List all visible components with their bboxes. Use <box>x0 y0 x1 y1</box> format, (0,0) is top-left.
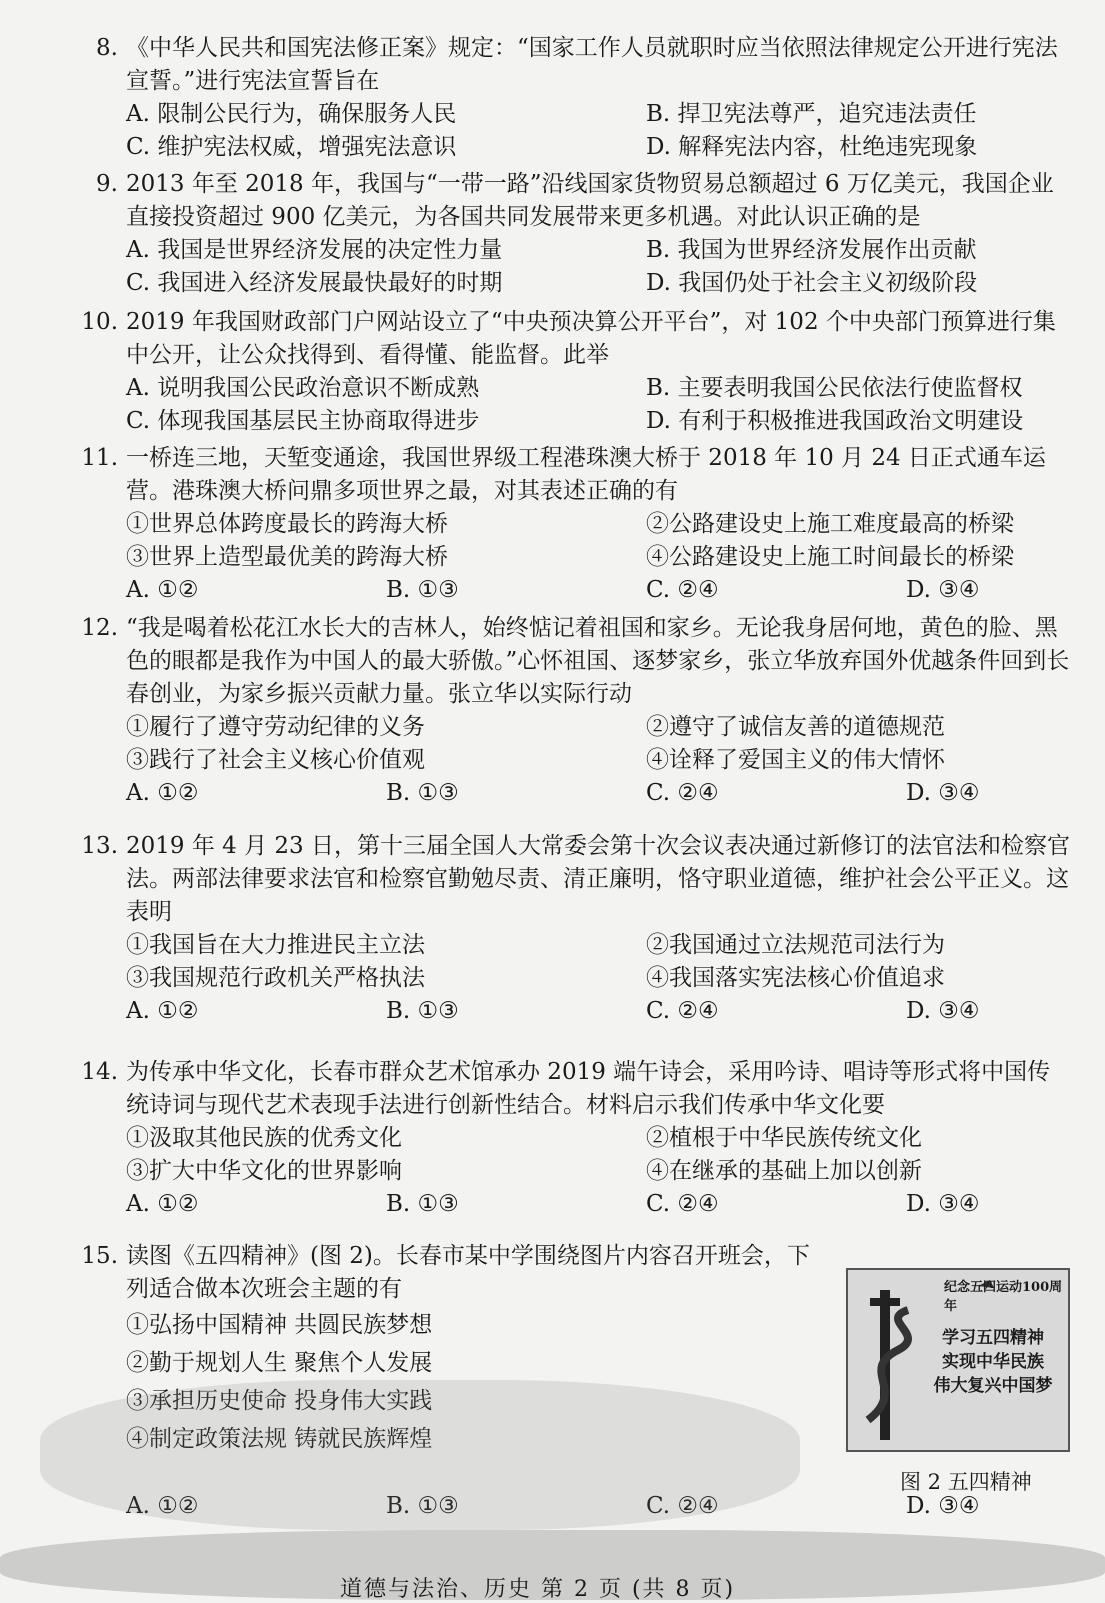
statement-4: ④我国落实宪法核心价值追求 <box>646 965 945 991</box>
question-number: 13. <box>81 833 118 859</box>
question-stem: 读图《五四精神》(图 2)。长春市某中学围绕图片内容召开班会，下列适合做本次班会主题的有 <box>126 1243 810 1302</box>
question-stem: “我是喝着松花江水长大的吉林人，始终惦记着祖国和家乡。无论我身居何地，黄色的脸、黑色的眼都是我作为中国人的最大骄傲。”心怀祖国、逐梦家乡，张立华放弃国外优越条件回到长春创业，为家乡振兴贡献力量。张立华以实际行动 <box>126 615 1070 707</box>
figure-line-1: 学习五四精神 <box>942 1328 1044 1348</box>
statement-1: ①履行了遵守劳动纪律的义务 <box>126 714 425 740</box>
figure-caption: 图 2 五四精神 <box>900 1470 1032 1494</box>
question-number: 12. <box>81 615 118 641</box>
option-a: A. ①② <box>126 1191 199 1217</box>
option-d: D. ③④ <box>906 780 980 806</box>
statement-3: ③扩大中华文化的世界影响 <box>126 1158 402 1184</box>
option-c: C. 体现我国基层民主协商取得进步 <box>126 408 480 434</box>
statement-4: ④在继承的基础上加以创新 <box>646 1158 922 1184</box>
statement-1: ①汲取其他民族的优秀文化 <box>126 1125 402 1151</box>
statement-1: ①世界总体跨度最长的跨海大桥 <box>126 511 448 537</box>
option-c: C. ②④ <box>646 780 719 806</box>
statement-2: ②遵守了诚信友善的道德规范 <box>646 714 945 740</box>
statement-3: ③承担历史使命 投身伟大实践 <box>126 1388 433 1414</box>
scan-smudge <box>40 1380 800 1530</box>
question-stem: 为传承中华文化，长春市群众艺术馆承办 2019 端午诗会，采用吟诗、唱诗等形式将中国传统诗词与现代艺术表现手法进行创新性结合。材料启示我们传承中华文化要 <box>126 1059 1051 1118</box>
option-b: B. 捍卫宪法尊严，追究违法责任 <box>646 101 977 127</box>
question-number: 9. <box>96 171 118 197</box>
question-9 <box>60 168 1070 300</box>
statement-1: ①我国旨在大力推进民主立法 <box>126 932 425 958</box>
figure-may-fourth-spirit <box>846 1268 1070 1452</box>
option-c: C. ②④ <box>646 998 719 1024</box>
option-c: C. ②④ <box>646 1191 719 1217</box>
question-10 <box>60 306 1070 438</box>
option-d: D. 我国仍处于社会主义初级阶段 <box>646 270 978 296</box>
question-number: 10. <box>81 309 118 335</box>
option-a: A. 限制公民行为，确保服务人民 <box>126 101 457 127</box>
option-c: C. ②④ <box>646 1493 719 1519</box>
question-stem: 2019 年 4 月 23 日，第十三届全国人大常委会第十次会议表决通过新修订的法官法和检察官法。两部法律要求法官和检察官勤勉尽责、清正廉明，恪守职业道德，维护社会公平正义。这表明 <box>126 833 1070 925</box>
option-b: B. ①③ <box>386 780 459 806</box>
option-b: B. 主要表明我国公民依法行使监督权 <box>646 375 1023 401</box>
statement-3: ③践行了社会主义核心价值观 <box>126 747 425 773</box>
question-stem: 一桥连三地，天堑变通途，我国世界级工程港珠澳大桥于 2018 年 10 月 24 日正式通车运营。港珠澳大桥问鼎多项世界之最，对其表述正确的有 <box>126 445 1046 504</box>
question-stem: 2019 年我国财政部门户网站设立了“中央预决算公开平台”，对 102 个中央部门预算进行集中公开，让公众找得到、看得懂、能监督。此举 <box>126 309 1056 368</box>
option-d: D. ③④ <box>906 1493 980 1519</box>
statement-2: ②勤于规划人生 聚焦个人发展 <box>126 1350 433 1376</box>
question-number: 15. <box>81 1243 118 1269</box>
page-footer: 道德与法治、历史 第 2 页 (共 8 页) <box>340 1577 736 1602</box>
question-number: 11. <box>81 445 118 471</box>
statement-2: ②植根于中华民族传统文化 <box>646 1125 922 1151</box>
figure-line-2: 实现中华民族 <box>942 1352 1044 1372</box>
question-stem: 《中华人民共和国宪法修正案》规定：“国家工作人员就职时应当依照法律规定公开进行宪法宣誓。”进行宪法宣誓旨在 <box>126 35 1058 94</box>
option-c: C. ②④ <box>646 577 719 603</box>
option-b: B. 我国为世界经济发展作出贡献 <box>646 237 977 263</box>
question-13 <box>60 830 1070 1028</box>
option-a: A. ①② <box>126 780 199 806</box>
option-a: A. 说明我国公民政治意识不断成熟 <box>126 375 480 401</box>
option-b: B. ①③ <box>386 1191 459 1217</box>
option-d: D. 解释宪法内容，杜绝违宪现象 <box>646 134 978 160</box>
option-a: A. ①② <box>126 998 199 1024</box>
option-d: D. ③④ <box>906 577 980 603</box>
statement-1: ①弘扬中国精神 共圆民族梦想 <box>126 1312 433 1338</box>
question-8 <box>60 32 1070 164</box>
option-c: C. 维护宪法权威，增强宪法意识 <box>126 134 457 160</box>
question-number: 14. <box>81 1059 118 1085</box>
option-a: A. ①② <box>126 1493 199 1519</box>
option-b: B. ①③ <box>386 1493 459 1519</box>
statement-2: ②公路建设史上施工难度最高的桥梁 <box>646 511 1014 537</box>
option-d: D. ③④ <box>906 1191 980 1217</box>
option-c: C. 我国进入经济发展最快最好的时期 <box>126 270 503 296</box>
statement-3: ③我国规范行政机关严格执法 <box>126 965 425 991</box>
statement-3: ③世界上造型最优美的跨海大桥 <box>126 544 448 570</box>
option-b: B. ①③ <box>386 577 459 603</box>
option-d: D. ③④ <box>906 998 980 1024</box>
question-11 <box>60 442 1070 607</box>
statement-4: ④诠释了爱国主义的伟大情怀 <box>646 747 945 773</box>
statement-2: ②我国通过立法规范司法行为 <box>646 932 945 958</box>
option-a: A. ①② <box>126 577 199 603</box>
option-d: D. 有利于积极推进我国政治文明建设 <box>646 408 1024 434</box>
figure-banner: 纪念五四运动100周年 <box>944 1280 1063 1314</box>
question-number: 8. <box>96 35 118 61</box>
option-b: B. ①③ <box>386 998 459 1024</box>
question-stem: 2013 年至 2018 年，我国与“一带一路”沿线国家货物贸易总额超过 6 万亿美元，我国企业直接投资超过 900 亿美元，为各国共同发展带来更多机遇。对此认识正确的是 <box>126 171 1054 230</box>
question-14 <box>60 1056 1070 1221</box>
statement-4: ④公路建设史上施工时间最长的桥梁 <box>646 544 1014 570</box>
question-12 <box>60 612 1070 810</box>
option-a: A. 我国是世界经济发展的决定性力量 <box>126 237 503 263</box>
figure-line-3: 伟大复兴中国梦 <box>933 1376 1053 1396</box>
statement-4: ④制定政策法规 铸就民族辉煌 <box>126 1426 433 1452</box>
